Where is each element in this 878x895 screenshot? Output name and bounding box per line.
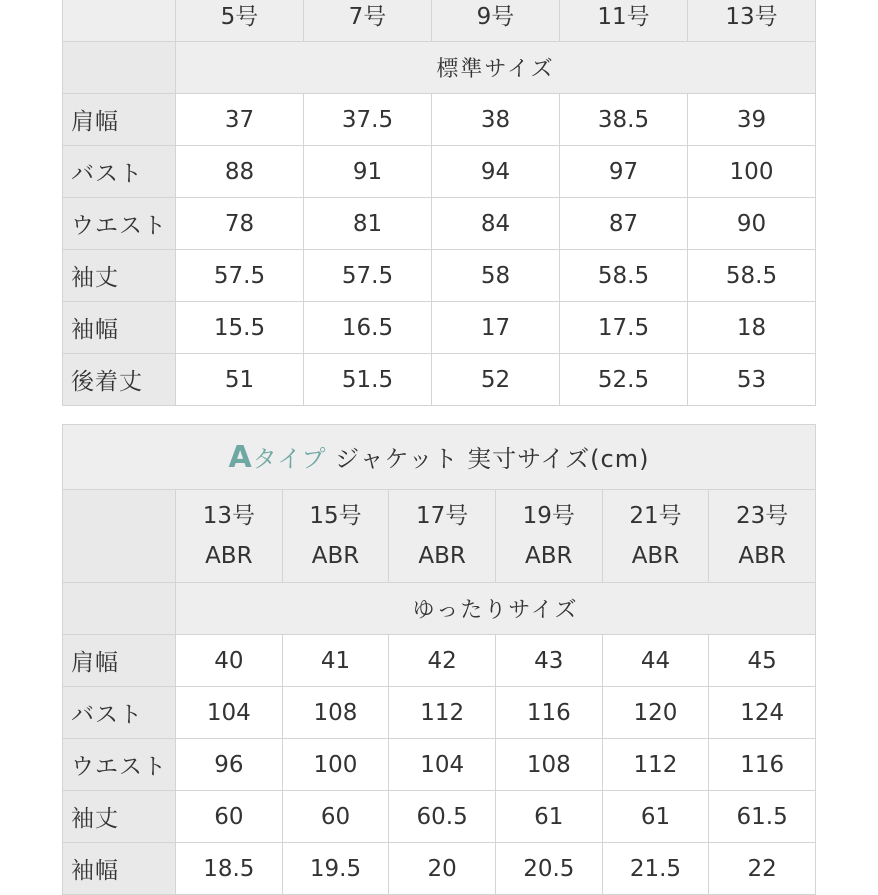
size-header-row [63,490,816,583]
size-header-cell [176,490,283,583]
value-cell: 120 [602,687,709,739]
value-cell: 108 [282,687,389,739]
size-code: ABR [738,543,786,569]
value-cell: 22 [709,843,816,895]
title-rest: ジャケット 実寸サイズ(cm) [335,445,650,473]
size-table-a-type [62,424,816,895]
value-cell: 21.5 [602,843,709,895]
row-label: ウエスト [63,739,176,791]
row-label: 袖幅 [63,302,176,354]
row-label: 袖丈 [63,791,176,843]
value-cell: 15.5 [176,302,304,354]
table-row [63,739,816,791]
size-header-cell: 5号 [176,0,304,42]
value-cell: 58 [432,250,560,302]
size-header-cell [602,490,709,583]
row-label: 袖丈 [63,250,176,302]
value-cell: 40 [176,635,283,687]
corner-cell [63,0,176,42]
value-cell: 100 [282,739,389,791]
size-code: ABR [418,543,466,569]
value-cell: 20.5 [495,843,602,895]
value-cell: 52.5 [560,354,688,406]
value-cell: 53 [688,354,816,406]
band-label-standard: 標準サイズ [176,42,816,94]
corner-cell [63,42,176,94]
value-cell: 37.5 [304,94,432,146]
value-cell: 116 [495,687,602,739]
value-cell: 60.5 [389,791,496,843]
band-label-relaxed: ゆったりサイズ [176,583,816,635]
table-row [63,635,816,687]
value-cell: 108 [495,739,602,791]
size-header-cell [495,490,602,583]
value-cell: 124 [709,687,816,739]
value-cell: 17.5 [560,302,688,354]
size-code: ABR [205,543,253,569]
size-number: 19号 [522,503,575,529]
size-header-cell [709,490,816,583]
row-label: バスト [63,146,176,198]
size-header-cell: 11号 [560,0,688,42]
value-cell: 60 [176,791,283,843]
value-cell: 16.5 [304,302,432,354]
row-label: 袖幅 [63,843,176,895]
size-header-cell [282,490,389,583]
value-cell: 18 [688,302,816,354]
row-label: ウエスト [63,198,176,250]
size-header-cell: 9号 [432,0,560,42]
value-cell: 104 [389,739,496,791]
size-number: 15号 [309,503,362,529]
value-cell: 51 [176,354,304,406]
value-cell: 44 [602,635,709,687]
value-cell: 90 [688,198,816,250]
value-cell: 20 [389,843,496,895]
type-word: タイプ [252,445,327,473]
table-row [63,354,816,406]
value-cell: 97 [560,146,688,198]
value-cell: 116 [709,739,816,791]
value-cell: 112 [389,687,496,739]
table-row [63,687,816,739]
value-cell: 58.5 [560,250,688,302]
value-cell: 81 [304,198,432,250]
table-title-row [63,425,816,490]
size-table-standard [62,0,816,406]
size-code: ABR [311,543,360,569]
value-cell: 88 [176,146,304,198]
row-label: バスト [63,687,176,739]
value-cell: 112 [602,739,709,791]
band-row [63,583,816,635]
table-row [63,843,816,895]
size-header-cell: 13号 [688,0,816,42]
size-number: 23号 [736,503,789,529]
size-header-cell: 7号 [304,0,432,42]
value-cell: 57.5 [176,250,304,302]
value-cell: 61 [495,791,602,843]
value-cell: 104 [176,687,283,739]
corner-cell [63,583,176,635]
value-cell: 61.5 [709,791,816,843]
value-cell: 18.5 [176,843,283,895]
table-row [63,198,816,250]
table-row [63,302,816,354]
value-cell: 39 [688,94,816,146]
value-cell: 57.5 [304,250,432,302]
value-cell: 87 [560,198,688,250]
value-cell: 100 [688,146,816,198]
value-cell: 43 [495,635,602,687]
value-cell: 61 [602,791,709,843]
value-cell: 45 [709,635,816,687]
value-cell: 38 [432,94,560,146]
value-cell: 17 [432,302,560,354]
row-label: 後着丈 [63,354,176,406]
type-letter: A [228,440,253,475]
row-label: 肩幅 [63,635,176,687]
size-header-cell [389,490,496,583]
value-cell: 19.5 [282,843,389,895]
value-cell: 91 [304,146,432,198]
value-cell: 94 [432,146,560,198]
size-code: ABR [631,543,680,569]
value-cell: 78 [176,198,304,250]
corner-cell [63,490,176,583]
table-row [63,94,816,146]
value-cell: 60 [282,791,389,843]
row-label: 肩幅 [63,94,176,146]
value-cell: 84 [432,198,560,250]
size-number: 21号 [629,503,682,529]
value-cell: 41 [282,635,389,687]
value-cell: 38.5 [560,94,688,146]
value-cell: 96 [176,739,283,791]
table-row [63,791,816,843]
table-row [63,146,816,198]
size-code: ABR [525,543,573,569]
band-row [63,42,816,94]
size-header-row [63,0,816,42]
table-title [63,425,816,490]
value-cell: 58.5 [688,250,816,302]
value-cell: 51.5 [304,354,432,406]
size-number: 13号 [202,503,255,529]
table-row [63,250,816,302]
size-number: 17号 [416,503,469,529]
value-cell: 37 [176,94,304,146]
value-cell: 42 [389,635,496,687]
value-cell: 52 [432,354,560,406]
